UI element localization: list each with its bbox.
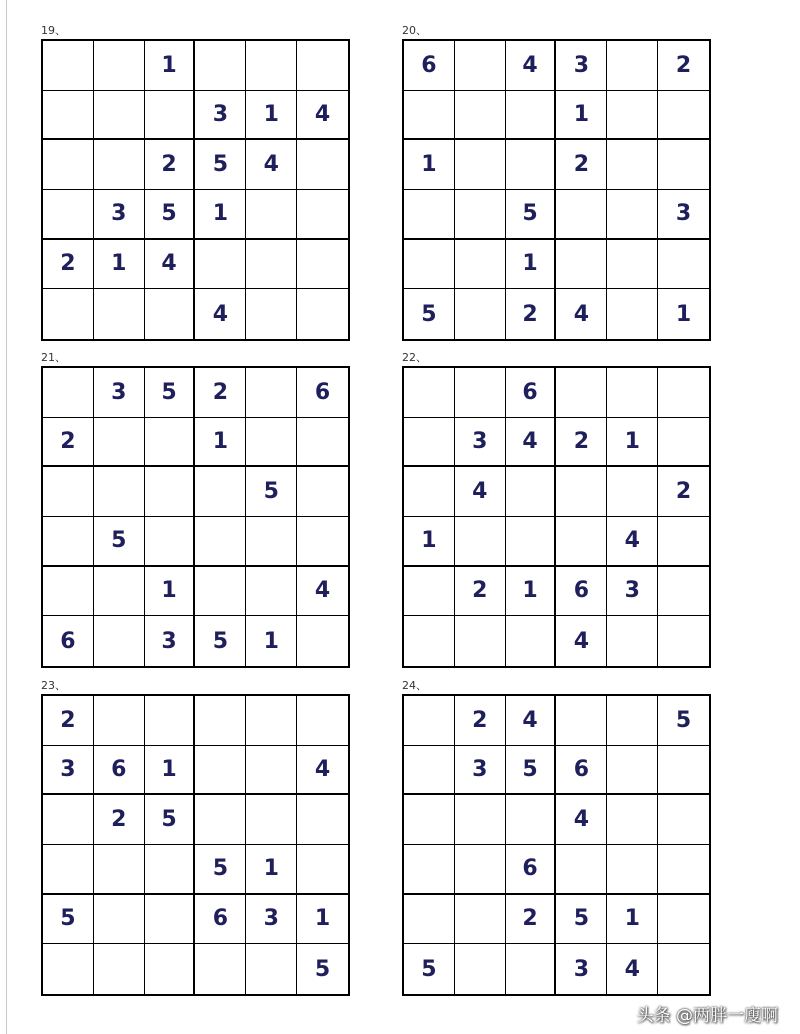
empty-cell[interactable]: [145, 289, 196, 339]
empty-cell[interactable]: [556, 240, 607, 290]
empty-cell[interactable]: [145, 91, 196, 141]
empty-cell[interactable]: [404, 91, 455, 141]
empty-cell[interactable]: [246, 567, 297, 617]
empty-cell[interactable]: [404, 467, 455, 517]
empty-cell[interactable]: [145, 696, 196, 746]
given-digit-cell: 2: [94, 795, 145, 845]
given-digit-cell: 2: [43, 418, 94, 468]
empty-cell[interactable]: [297, 240, 348, 290]
empty-cell[interactable]: [297, 467, 348, 517]
given-digit-cell: 3: [455, 418, 506, 468]
empty-cell[interactable]: [94, 895, 145, 945]
given-digit-cell: 1: [404, 517, 455, 567]
empty-cell[interactable]: [455, 517, 506, 567]
given-digit-cell: 2: [43, 240, 94, 290]
empty-cell[interactable]: [404, 845, 455, 895]
given-digit-cell: 5: [658, 696, 709, 746]
given-digit-cell: 3: [658, 190, 709, 240]
empty-cell[interactable]: [43, 845, 94, 895]
given-digit-cell: 2: [145, 140, 196, 190]
empty-cell[interactable]: [455, 845, 506, 895]
empty-cell[interactable]: [506, 517, 557, 567]
empty-cell[interactable]: [404, 240, 455, 290]
given-digit-cell: 4: [145, 240, 196, 290]
given-digit-cell: 1: [145, 746, 196, 796]
empty-cell[interactable]: [297, 41, 348, 91]
empty-cell[interactable]: [297, 616, 348, 666]
given-digit-cell: 1: [675, 301, 692, 327]
empty-cell[interactable]: [607, 289, 658, 339]
given-digit-cell: 2: [455, 696, 506, 746]
empty-cell[interactable]: [297, 190, 348, 240]
empty-cell[interactable]: [556, 696, 607, 746]
given-digit-cell: 3: [195, 91, 246, 141]
empty-cell[interactable]: [404, 616, 455, 666]
empty-cell[interactable]: [94, 91, 145, 141]
given-digit-cell: 1: [556, 91, 607, 141]
puzzle-label: 20、: [402, 24, 427, 37]
given-digit-cell: 3: [455, 746, 506, 796]
empty-cell[interactable]: [297, 696, 348, 746]
empty-cell[interactable]: [94, 418, 145, 468]
empty-cell[interactable]: [297, 845, 348, 895]
empty-cell[interactable]: [145, 517, 196, 567]
given-digit-cell: 6: [404, 41, 455, 91]
given-digit-cell: 5: [43, 895, 94, 945]
sudoku-grid: [41, 39, 350, 341]
given-digit-cell: 4: [607, 944, 658, 994]
empty-cell[interactable]: [607, 41, 658, 91]
empty-cell[interactable]: [297, 140, 348, 190]
page-left-rule: [6, 0, 7, 1034]
empty-cell[interactable]: [246, 517, 297, 567]
empty-cell[interactable]: [556, 517, 607, 567]
empty-cell[interactable]: [195, 746, 246, 796]
given-digit-cell: 2: [506, 289, 557, 339]
sudoku-grid: [402, 366, 711, 668]
empty-cell[interactable]: [455, 944, 506, 994]
given-digit-cell: 6: [195, 895, 246, 945]
given-digit-cell: 2: [658, 41, 709, 91]
empty-cell[interactable]: [455, 41, 506, 91]
empty-cell[interactable]: [404, 418, 455, 468]
sudoku-puzzle-22: [402, 351, 711, 668]
empty-cell[interactable]: [246, 746, 297, 796]
empty-cell[interactable]: [195, 795, 246, 845]
empty-cell[interactable]: [246, 368, 297, 418]
empty-cell[interactable]: [658, 616, 709, 666]
empty-cell[interactable]: [658, 944, 709, 994]
empty-cell[interactable]: [506, 944, 557, 994]
given-digit-cell: 1: [607, 895, 658, 945]
empty-cell[interactable]: [43, 567, 94, 617]
empty-cell[interactable]: [506, 91, 557, 141]
given-digit-cell: 4: [195, 289, 246, 339]
empty-cell[interactable]: [195, 944, 246, 994]
given-digit-cell: 6: [506, 845, 557, 895]
empty-cell[interactable]: [607, 795, 658, 845]
given-digit-cell: 4: [297, 746, 348, 796]
sudoku-puzzle-24: [402, 679, 711, 996]
given-digit-cell: 1: [246, 91, 297, 141]
empty-cell[interactable]: [506, 795, 557, 845]
given-digit-cell: 3: [145, 616, 196, 666]
given-digit-cell: 1: [404, 140, 455, 190]
given-digit-cell: 4: [506, 696, 557, 746]
empty-cell[interactable]: [43, 91, 94, 141]
empty-cell[interactable]: [297, 795, 348, 845]
empty-cell[interactable]: [195, 240, 246, 290]
given-digit-cell: 2: [556, 140, 607, 190]
given-digit-cell: 2: [195, 368, 246, 418]
empty-cell[interactable]: [246, 240, 297, 290]
given-digit-cell: 5: [314, 956, 331, 982]
empty-cell[interactable]: [404, 567, 455, 617]
puzzle-label: 23、: [41, 679, 66, 692]
given-digit-cell: 6: [556, 746, 607, 796]
given-digit-cell: 2: [556, 418, 607, 468]
empty-cell[interactable]: [94, 41, 145, 91]
sudoku-grid: [402, 39, 711, 341]
given-digit-cell: 3: [43, 746, 94, 796]
given-digit-cell: 4: [556, 795, 607, 845]
empty-cell[interactable]: [94, 845, 145, 895]
given-digit-cell: 5: [94, 517, 145, 567]
empty-cell[interactable]: [94, 616, 145, 666]
empty-cell[interactable]: [43, 944, 94, 994]
empty-cell[interactable]: [297, 289, 348, 339]
given-digit-cell: 4: [297, 91, 348, 141]
empty-cell[interactable]: [404, 895, 455, 945]
empty-cell[interactable]: [658, 418, 709, 468]
given-digit-cell: 3: [556, 944, 607, 994]
given-digit-cell: 2: [506, 895, 557, 945]
empty-cell[interactable]: [658, 240, 709, 290]
empty-cell[interactable]: [658, 895, 709, 945]
given-digit-cell: 3: [556, 41, 607, 91]
empty-cell[interactable]: [455, 616, 506, 666]
empty-cell[interactable]: [43, 289, 94, 339]
given-digit-cell: 1: [246, 616, 297, 666]
empty-cell[interactable]: [94, 696, 145, 746]
empty-cell[interactable]: [556, 190, 607, 240]
empty-cell[interactable]: [246, 418, 297, 468]
empty-cell[interactable]: [658, 746, 709, 796]
empty-cell[interactable]: [145, 418, 196, 468]
empty-cell[interactable]: [404, 696, 455, 746]
empty-cell[interactable]: [607, 140, 658, 190]
empty-cell[interactable]: [607, 190, 658, 240]
empty-cell[interactable]: [246, 289, 297, 339]
empty-cell[interactable]: [404, 795, 455, 845]
given-digit-cell: 5: [145, 795, 196, 845]
empty-cell[interactable]: [94, 289, 145, 339]
given-digit-cell: 3: [607, 567, 658, 617]
empty-cell[interactable]: [556, 845, 607, 895]
empty-cell[interactable]: [607, 616, 658, 666]
empty-cell[interactable]: [246, 944, 297, 994]
empty-cell[interactable]: [43, 467, 94, 517]
empty-cell[interactable]: [455, 289, 506, 339]
empty-cell[interactable]: [43, 140, 94, 190]
empty-cell[interactable]: [556, 467, 607, 517]
given-digit-cell: 1: [246, 845, 297, 895]
given-digit-cell: 1: [297, 895, 348, 945]
given-digit-cell: 6: [297, 368, 348, 418]
given-digit-cell: 4: [556, 616, 607, 666]
given-digit-cell: 6: [556, 567, 607, 617]
sudoku-puzzle-19: [41, 24, 350, 341]
sudoku-grid: [41, 366, 350, 668]
empty-cell[interactable]: [607, 91, 658, 141]
empty-cell[interactable]: [43, 41, 94, 91]
empty-cell[interactable]: [43, 517, 94, 567]
empty-cell[interactable]: [506, 467, 557, 517]
given-digit-cell: 3: [94, 368, 145, 418]
empty-cell[interactable]: [94, 944, 145, 994]
empty-cell[interactable]: [455, 895, 506, 945]
given-digit-cell: 4: [455, 467, 506, 517]
empty-cell[interactable]: [145, 895, 196, 945]
empty-cell[interactable]: [455, 140, 506, 190]
empty-cell[interactable]: [556, 368, 607, 418]
empty-cell[interactable]: [607, 696, 658, 746]
empty-cell[interactable]: [658, 140, 709, 190]
sudoku-puzzle-20: [402, 24, 711, 341]
given-digit-cell: 5: [506, 190, 557, 240]
empty-cell[interactable]: [607, 368, 658, 418]
empty-cell[interactable]: [195, 696, 246, 746]
empty-cell[interactable]: [658, 795, 709, 845]
empty-cell[interactable]: [607, 746, 658, 796]
given-digit-cell: 5: [556, 895, 607, 945]
puzzle-label: 24、: [402, 679, 427, 692]
given-digit-cell: 1: [506, 567, 557, 617]
empty-cell[interactable]: [94, 140, 145, 190]
given-digit-cell: 4: [556, 289, 607, 339]
empty-cell[interactable]: [94, 467, 145, 517]
empty-cell[interactable]: [297, 418, 348, 468]
given-digit-cell: 6: [94, 746, 145, 796]
given-digit-cell: 5: [195, 140, 246, 190]
empty-cell[interactable]: [658, 91, 709, 141]
given-digit-cell: 5: [195, 616, 246, 666]
empty-cell[interactable]: [455, 795, 506, 845]
empty-cell[interactable]: [246, 190, 297, 240]
given-digit-cell: 4: [246, 140, 297, 190]
given-digit-cell: 2: [658, 467, 709, 517]
given-digit-cell: 5: [195, 845, 246, 895]
empty-cell[interactable]: [607, 845, 658, 895]
empty-cell[interactable]: [455, 368, 506, 418]
given-digit-cell: 5: [506, 746, 557, 796]
given-digit-cell: 5: [404, 944, 455, 994]
given-digit-cell: 2: [43, 696, 94, 746]
given-digit-cell: 5: [246, 467, 297, 517]
empty-cell[interactable]: [195, 567, 246, 617]
empty-cell[interactable]: [455, 190, 506, 240]
given-digit-cell: 1: [195, 190, 246, 240]
empty-cell[interactable]: [43, 190, 94, 240]
given-digit-cell: 4: [607, 517, 658, 567]
sudoku-grid: [41, 694, 350, 996]
empty-cell[interactable]: [658, 567, 709, 617]
given-digit-cell: 3: [94, 190, 145, 240]
watermark-text: 头条 @两胖一廋啊: [636, 1006, 778, 1026]
empty-cell[interactable]: [145, 944, 196, 994]
given-digit-cell: 5: [404, 289, 455, 339]
sudoku-puzzle-21: [41, 351, 350, 668]
empty-cell[interactable]: [404, 368, 455, 418]
given-digit-cell: 6: [506, 368, 557, 418]
empty-cell[interactable]: [246, 795, 297, 845]
given-digit-cell: 4: [506, 41, 557, 91]
given-digit-cell: 1: [145, 41, 196, 91]
empty-cell[interactable]: [658, 517, 709, 567]
empty-cell[interactable]: [607, 240, 658, 290]
puzzle-label: 22、: [402, 351, 427, 364]
sudoku-grid: [402, 694, 711, 996]
empty-cell[interactable]: [195, 467, 246, 517]
empty-cell[interactable]: [195, 517, 246, 567]
empty-cell[interactable]: [94, 567, 145, 617]
empty-cell[interactable]: [145, 467, 196, 517]
empty-cell[interactable]: [455, 91, 506, 141]
given-digit-cell: 5: [145, 190, 196, 240]
empty-cell[interactable]: [658, 368, 709, 418]
given-digit-cell: 1: [506, 240, 557, 290]
empty-cell[interactable]: [506, 616, 557, 666]
empty-cell[interactable]: [404, 746, 455, 796]
given-digit-cell: 2: [455, 567, 506, 617]
empty-cell[interactable]: [506, 140, 557, 190]
empty-cell[interactable]: [607, 467, 658, 517]
given-digit-cell: 4: [297, 567, 348, 617]
empty-cell[interactable]: [246, 41, 297, 91]
empty-cell[interactable]: [455, 240, 506, 290]
given-digit-cell: 1: [145, 567, 196, 617]
empty-cell[interactable]: [195, 41, 246, 91]
given-digit-cell: 1: [607, 418, 658, 468]
empty-cell[interactable]: [43, 368, 94, 418]
empty-cell[interactable]: [145, 845, 196, 895]
given-digit-cell: 3: [246, 895, 297, 945]
puzzle-label: 19、: [41, 24, 66, 37]
empty-cell[interactable]: [43, 795, 94, 845]
empty-cell[interactable]: [297, 517, 348, 567]
given-digit-cell: 1: [195, 418, 246, 468]
sudoku-puzzle-23: [41, 679, 350, 996]
puzzle-label: 21、: [41, 351, 66, 364]
empty-cell[interactable]: [404, 190, 455, 240]
empty-cell[interactable]: [658, 845, 709, 895]
given-digit-cell: 6: [43, 616, 94, 666]
given-digit-cell: 1: [94, 240, 145, 290]
empty-cell[interactable]: [246, 696, 297, 746]
given-digit-cell: 5: [145, 368, 196, 418]
given-digit-cell: 4: [506, 418, 557, 468]
